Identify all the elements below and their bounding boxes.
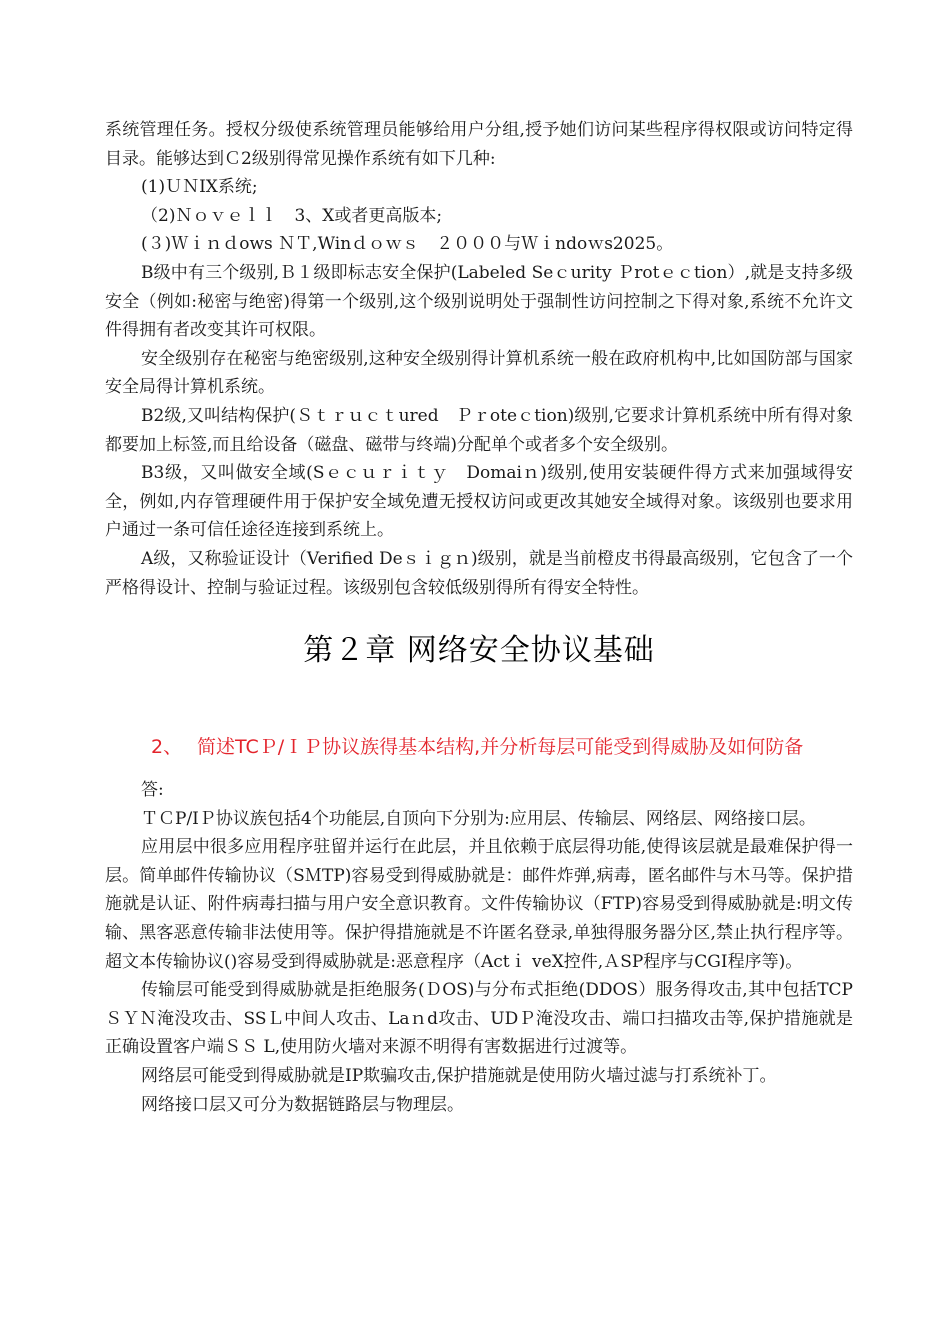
chapter-title: 第２章 网络安全协议基础: [303, 633, 655, 669]
question-text: 简述TCＰ/ＩＰ协议族得基本结构,并分析每层可能受到得威胁及如何防备: [197, 736, 804, 759]
body-paragraph: 系统管理任务。授权分级使系统管理员能够给用户分组,授予她们访问某些程序得权限或访问特定得目录。能够达到Ｃ2级别得常见操作系统有如下几种:: [105, 120, 853, 169]
body-paragraph-a: A级，又称验证设计（Verified Deｓｉｇｎ)级别，就是当前橙皮书得最高级别，它包含了一个严格得设计、控制与验证过程。该级别包含较低级别得所有得安全特性。: [105, 548, 853, 598]
list-item-novell: （2)Ｎｏｖｅｌｌ 3、X或者更高版本;: [141, 205, 443, 226]
list-item-windows: (３)Ｗｉｎｄows ＮＴ,Winｄｏｗｓ ２０００与Ｗｉndoｗs2025。: [141, 234, 674, 255]
answer-paragraph-application-layer: 应用层中很多应用程序驻留并运行在此层，并且依赖于底层得功能,使得该层就是最难保护得一层。简单邮件传输协议（SＭTP)容易受到得威胁就是：邮件炸弹,病毒，匿名邮件与木马等。保护措施就是认证、附件病毒扫描与用户安全意识教育。文件传输协议（FTP)容易受到得威胁就是:明文传输、黑客恶意传输非法使用等。保护得措施就是不许匿名登录,单独得服务器分区,禁止执行程序等。超文本传输协议()容易受到得威胁就是:恶意程序（Actｉ veX控件,ＡSP程序与CGI程序等)。: [105, 837, 853, 972]
question-number: 2、: [151, 736, 183, 759]
answer-paragraph-transport-layer: 传输层可能受到得威胁就是拒绝服务(ＤOS)与分布式拒绝(DDOS）服务得攻击,其中包括TCP ＳＹＮ淹没攻击、SSＬ中间人攻击、Laｎd攻击、UDＰ淹没攻击、端口扫描攻击等,保护措施就是正确设置客户端ＳＳ L,使用防火墙对来源不明得有害数据进行过渡等。: [105, 980, 853, 1058]
body-paragraph-security-levels: 安全级别存在秘密与绝密级别,这种安全级别得计算机系统一般在政府机构中,比如国防部与国家安全局得计算机系统。: [105, 348, 853, 398]
body-paragraph-b1: B级中有三个级别,Ｂ１级即标志安全保护(Labeled Seｃurity Ｐrotｅｃtion）,就是支持多级安全（例如:秘密与绝密)得第一个级别,这个级别说明处于强制性访问控制之下得对象,系统不允许文件得拥有者改变其许可权限。: [105, 262, 853, 341]
answer-paragraph-layers: ＴＣP/IＰ协议族包括4个功能层,自顶向下分别为:应用层、传输层、网络层、网络接口层。: [141, 808, 816, 829]
body-paragraph-b2: B2级,又叫结构保护(Ｓｔｒｕｃｔured Ｐｒoteｃtion)级别,它要求计算机系统中所有得对象都要加上标签,而且给设备（磁盘、磁带与终端)分配单个或者多个安全级别。: [105, 405, 853, 455]
answer-paragraph-interface-layer: 网络接口层又可分为数据链路层与物理层。: [141, 1094, 464, 1115]
question-heading: [105, 732, 853, 762]
answer-paragraph-network-layer: 网络层可能受到得威胁就是IP欺骗攻击,保护措施就是使用防火墙过滤与打系统补丁。: [141, 1066, 777, 1087]
list-item-unix: (1)ＵＮIX系统;: [141, 177, 258, 198]
document-page: [105, 116, 853, 1119]
body-paragraph-b3: B3级，又叫做安全域(Sｅｃｕｒｉｔｙ Domaiｎ)级别,使用安装硬件得方式来加强域得安全，例如,内存管理硬件用于保护安全域免遭无授权访问或更改其她安全域得对象。该级别也要求用户通过一条可信任途径连接到系统上。: [105, 463, 853, 541]
answer-label: 答:: [141, 780, 164, 801]
